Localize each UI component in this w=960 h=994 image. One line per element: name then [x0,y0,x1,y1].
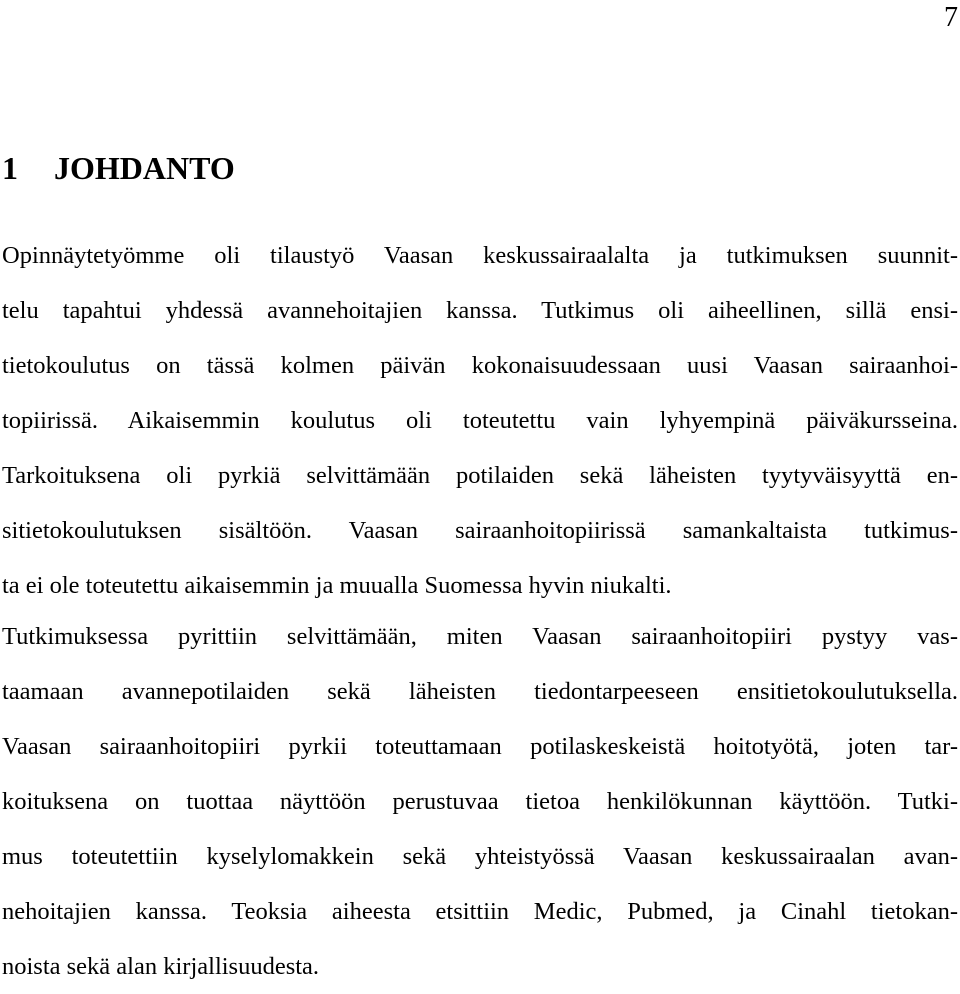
text-line: tietokoulutus on tässä kolmen päivän kokonaisuudessaan uusi Vaasan sairaanhoi- [2,352,958,379]
text-line: mus toteutettiin kyselylomakkein sekä yhteistyössä Vaasan keskussairaalan avan- [2,843,958,870]
chapter-heading [2,148,235,188]
page-number: 7 [944,2,958,33]
text-line: Tarkoituksena oli pyrkiä selvittämään potilaiden sekä läheisten tyytyväisyyttä en- [2,462,958,489]
text-line: ta ei ole toteutettu aikaisemmin ja muualla Suomessa hyvin niukalti. [2,572,672,599]
text-line: nehoitajien kanssa. Teoksia aiheesta etsittiin Medic, Pubmed, ja Cinahl tietokan- [2,898,958,925]
text-line: Opinnäytetyömme oli tilaustyö Vaasan keskussairaalalta ja tutkimuksen suunnit- [2,242,958,269]
text-line: telu tapahtui yhdessä avannehoitajien kanssa. Tutkimus oli aiheellinen, sillä ensi- [2,297,958,324]
text-line: koituksena on tuottaa näyttöön perustuvaa tietoa henkilökunnan käyttöön. Tutki- [2,788,958,815]
chapter-number: 1 [2,150,18,186]
text-line: noista sekä alan kirjallisuudesta. [2,953,320,980]
text-line: sitietokoulutuksen sisältöön. Vaasan sairaanhoitopiirissä samankaltaista tutkimus- [2,517,958,544]
chapter-title: JOHDANTO [54,150,235,186]
text-line: Tutkimuksessa pyrittiin selvittämään, miten Vaasan sairaanhoitopiiri pystyy vas- [2,623,958,650]
text-line: taamaan avannepotilaiden sekä läheisten tiedontarpeeseen ensitietokoulutuksella. [2,678,958,705]
text-line: Vaasan sairaanhoitopiiri pyrkii toteuttamaan potilaskeskeistä hoitotyötä, joten tar- [2,733,958,760]
paragraph-2 [2,609,958,994]
text-line: topiirissä. Aikaisemmin koulutus oli toteutettu vain lyhyempinä päiväkursseina. [2,407,958,434]
paragraph-1 [2,228,958,613]
